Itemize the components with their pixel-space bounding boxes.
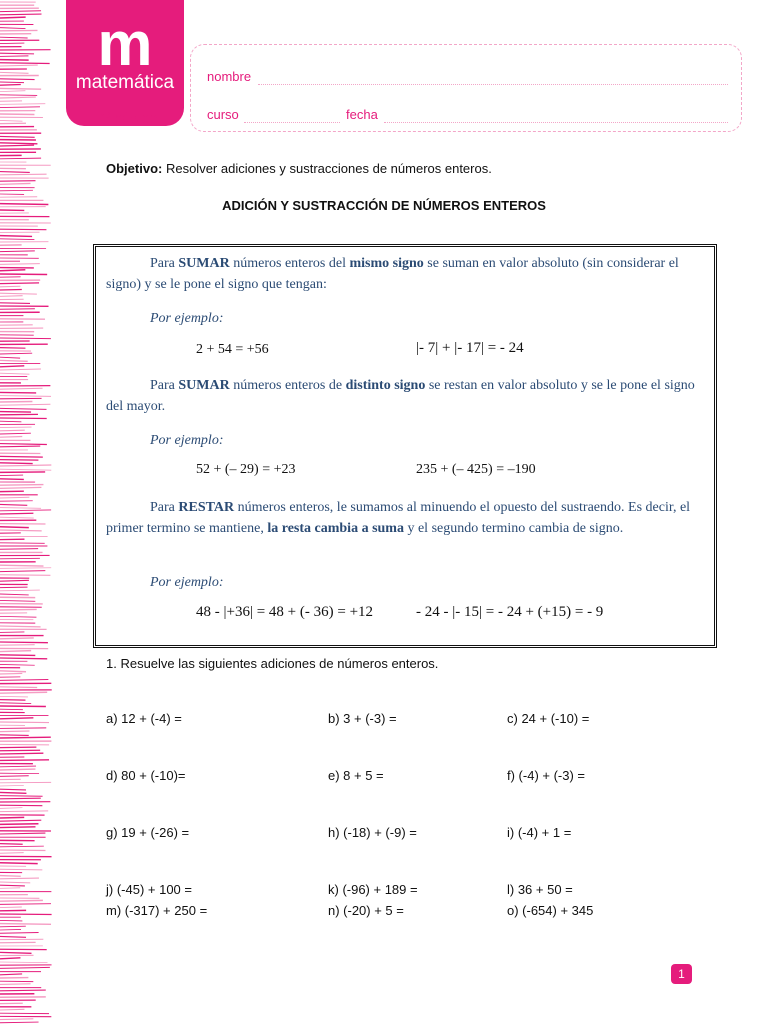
rule-text: Para <box>150 256 179 271</box>
rule-text: Para <box>150 378 179 393</box>
exercise-item: e) 8 + 5 = <box>328 768 384 783</box>
rule-emphasis: RESTAR <box>178 500 235 515</box>
rule-text: se restan en valor absoluto y se le pone el signo del mayor. <box>106 378 695 414</box>
page-number: 1 <box>671 964 692 984</box>
example-formula: 2 + 54 = +56 <box>196 342 269 357</box>
exercise-item: g) 19 + (-26) = <box>106 825 190 840</box>
example-formula: 235 + (– 425) = –190 <box>416 462 536 477</box>
exercise-item: c) 24 + (-10) = <box>507 711 590 726</box>
exercise-item: h) (-18) + (-9) = <box>328 825 417 840</box>
rule-emphasis: la resta cambia a suma <box>267 521 404 536</box>
rule-text: Para <box>150 500 179 515</box>
fecha-label: fecha <box>346 107 378 122</box>
exercise-item: d) 80 + (-10)= <box>106 768 186 783</box>
example-formula: 52 + (– 29) = +23 <box>196 462 296 477</box>
brand-name: matemática <box>75 72 175 93</box>
rule-paragraph-1 <box>106 253 700 295</box>
objective-text: Resolver adiciones y sustracciones de números enteros. <box>162 161 492 176</box>
rule-paragraph-3 <box>106 497 700 539</box>
rule-emphasis: distinto signo <box>345 378 426 393</box>
brand-logo <box>66 0 184 126</box>
page-title: ADICIÓN Y SUSTRACCIÓN DE NÚMEROS ENTEROS <box>222 198 546 213</box>
example-formula: 48 - |+36| = 48 + (- 36) = +12 <box>196 604 374 620</box>
exercise-item: j) (-45) + 100 = <box>106 882 192 897</box>
curso-label: curso <box>207 107 239 122</box>
objective-label: Objetivo: <box>106 161 163 176</box>
nombre-label: nombre <box>207 69 252 84</box>
grade-label: 7º básico <box>96 110 158 127</box>
student-info-box <box>190 44 742 132</box>
rule-paragraph-2 <box>106 375 700 417</box>
objective <box>106 161 492 176</box>
exercise-item: n) (-20) + 5 = <box>328 903 404 918</box>
rule-emphasis: SUMAR <box>178 378 230 393</box>
exercise-item: m) (-317) + 250 = <box>106 903 208 918</box>
fecha-field[interactable] <box>384 122 728 123</box>
exercise-item: b) 3 + (-3) = <box>328 711 397 726</box>
exercise-item: l) 36 + 50 = <box>507 882 573 897</box>
curso-field[interactable] <box>244 122 340 123</box>
rule-text: números enteros, le sumamos al minuendo el opuesto del sustraendo. Es decir, el primer termino se mantiene, <box>106 500 691 536</box>
exercise-item: o) (-654) + 345 <box>507 903 594 918</box>
exercise-title: 1. Resuelve las siguientes adiciones de números enteros. <box>106 656 439 671</box>
exercise-item: f) (-4) + (-3) = <box>507 768 586 783</box>
rule-emphasis: SUMAR <box>178 256 230 271</box>
decorative-border <box>0 0 56 1024</box>
example-label: Por ejemplo: <box>150 311 224 326</box>
exercise-item: k) (-96) + 189 = <box>328 882 418 897</box>
brand-letter: m <box>97 10 153 79</box>
example-formula: |- 7| + |- 17| = - 24 <box>416 340 524 356</box>
exercise-item: a) 12 + (-4) = <box>106 711 182 726</box>
rule-text: números enteros de <box>229 378 346 393</box>
rule-emphasis: mismo signo <box>349 256 424 271</box>
nombre-field[interactable] <box>258 84 728 85</box>
rule-text: números enteros del <box>229 256 350 271</box>
rule-text: y el segundo termino cambia de signo. <box>403 521 624 536</box>
example-label: Por ejemplo: <box>150 575 224 590</box>
example-label: Por ejemplo: <box>150 433 224 448</box>
rule-text: se suman en valor absoluto (sin considerar el signo) y se le pone el signo que tengan: <box>106 256 679 292</box>
example-formula: - 24 - |- 15| = - 24 + (+15) = - 9 <box>416 604 604 620</box>
exercise-item: i) (-4) + 1 = <box>507 825 572 840</box>
